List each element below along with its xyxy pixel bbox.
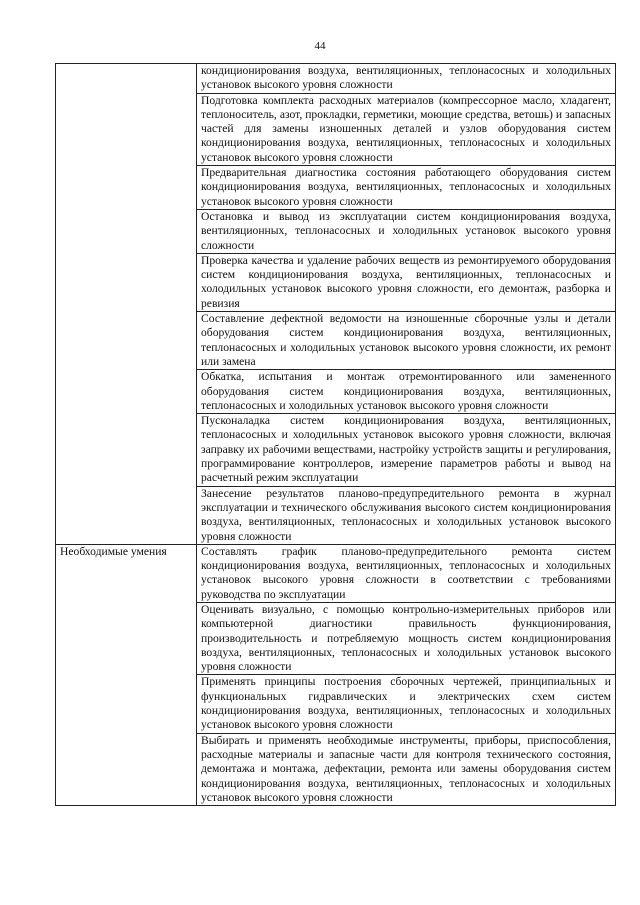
table-row <box>56 544 616 602</box>
table-cell: Оценивать визуально, с помощью контрольно-измерительных приборов или компьютерной диагностики правильность функционирования, производительность и потребляемую мощность систем кондиционирования воздуха, вентиляционных, теплонасосных и холодильных установок высокого уровня сложности <box>197 602 616 674</box>
table-cell: Занесение результатов планово-предупредительного ремонта в журнал эксплуатации и технического обслуживания высокого систем кондиционирования воздуха, вентиляционных, теплонасосных и холодильных установок высокого уровня сложности <box>197 486 616 544</box>
table-cell: Подготовка комплекта расходных материалов (компрессорное масло, хладагент, теплоноситель, азот, прокладки, герметики, моющие средства, ветошь) и запасных частей для замены изношенных деталей и узлов оборудования систем кондиционирования воздуха, вентиляционных, теплонасосных и холодильных установок высокого уровня сложности <box>197 93 616 165</box>
table-cell: Остановка и вывод из эксплуатации систем кондиционирования воздуха, вентиляционных, теплонасосных и холодильных установок высокого уровня сложности <box>197 209 616 253</box>
row-label <box>56 64 197 545</box>
page-number: 44 <box>314 40 326 52</box>
table-cell: Проверка качества и удаление рабочих веществ из ремонтируемого оборудования систем кондиционирования воздуха, вентиляционных, теплонасосных и холодильных установок высокого уровня сложности, его демонтаж, разборка и ревизия <box>197 253 616 311</box>
table-cell: Обкатка, испытания и монтаж отремонтированного или замененного оборудования систем кондиционирования воздуха, вентиляционных, теплонасосных и холодильных установок высокого уровня сложности <box>197 370 616 414</box>
table-cell: Выбирать и применять необходимые инструменты, приборы, приспособления, расходные материалы и запасные части для контроля технического состояния, демонтажа и монтажа, дефектации, ремонта или замены оборудования систем кондиционирования воздуха, вентиляционных, теплонасосных и холодильных установок высокого уровня сложности <box>197 733 616 805</box>
table-row <box>56 64 616 94</box>
table-cell: кондиционирования воздуха, вентиляционных, теплонасосных и холодильных установок высокого уровня сложности <box>197 64 616 94</box>
requirements-table <box>55 63 616 806</box>
table-cell: Применять принципы построения сборочных чертежей, принципиальных и функциональных гидравлических и электрических схем систем кондиционирования воздуха, вентиляционных, теплонасосных и холодильных установок высокого уровня сложности <box>197 675 616 733</box>
table-cell: Пусконаладка систем кондиционирования воздуха, вентиляционных, теплонасосных и холодильных установок высокого уровня сложности, включая заправку их рабочими веществами, настройку устройств защиты и регулирования, программирование контроллеров, измерение параметров работы и вывод на расчетный режим эксплуатации <box>197 414 616 486</box>
table-cell: Составлять график планово-предупредительного ремонта систем кондиционирования воздуха, вентиляционных, теплонасосных и холодильных установок высокого уровня сложности в соответствии с требованиями руководства по эксплуатации <box>197 544 616 602</box>
table-cell: Предварительная диагностика состояния работающего оборудования систем кондиционирования воздуха, вентиляционных, теплонасосных и холодильных установок высокого уровня сложности <box>197 166 616 210</box>
table-cell: Составление дефектной ведомости на изношенные сборочные узлы и детали оборудования систем кондиционирования воздуха, вентиляционных, теплонасосных и холодильных установок высокого уровня сложности, их ремонт или замена <box>197 312 616 370</box>
row-label-skills: Необходимые умения <box>56 544 197 805</box>
